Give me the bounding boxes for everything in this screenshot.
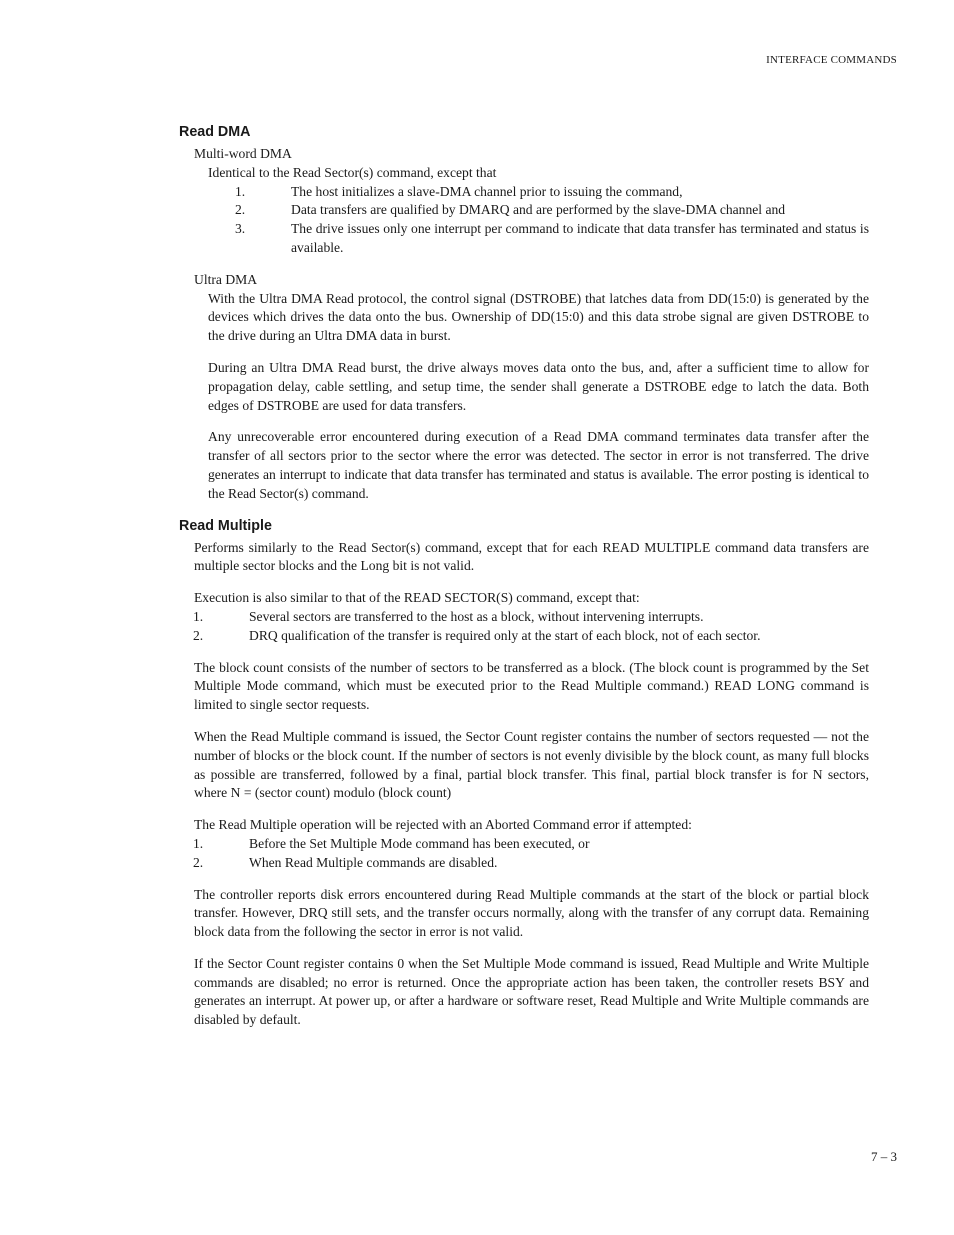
list-text: When Read Multiple commands are disabled. <box>249 854 498 870</box>
subheading-ultra-dma: Ultra DMA <box>194 271 258 287</box>
list-item <box>179 183 869 202</box>
ultra-paragraph: With the Ultra DMA Read protocol, the control signal (DSTROBE) that latches data from DD(15:0) is generated by the devices which drives the data onto the bus. Ownership of DD(15:0) and this data strobe signal are given DSTROBE to the drive during an Ultra DMA data in burst. <box>208 290 869 344</box>
page-content <box>179 123 869 1030</box>
body-paragraph: The controller reports disk errors encountered during Read Multiple commands at the start of the block or partial block transfer. However, DRQ still sets, and the transfer occurs normally, along with the transfer of any corrupt data. Remaining block data from the following the sector in error is not valid. <box>194 886 869 940</box>
multiword-intro: Identical to the Read Sector(s) command, except that <box>208 164 497 180</box>
body-paragraph: The Read Multiple operation will be rejected with an Aborted Command error if attempted: <box>194 817 692 833</box>
list-text: Before the Set Multiple Mode command has been executed, or <box>249 835 590 851</box>
multiword-list <box>179 183 869 258</box>
list-item <box>179 201 869 220</box>
list-number: 1. <box>193 835 204 851</box>
list-number: 2. <box>235 202 246 218</box>
list-item <box>179 608 869 627</box>
body-paragraph: When the Read Multiple command is issued, the Sector Count register contains the number of sectors requested — not the number of blocks or the block count. If the number of sectors is not evenly divisible by the block count, as many full blocks as possible are transferred, followed by a final, partial block transfer. This final, partial block transfer is for N sectors, where N = (sector count) modulo (block count) <box>194 728 869 801</box>
rejection-list <box>179 835 869 873</box>
page-number: 7 – 3 <box>871 1149 897 1164</box>
section-heading-read-multiple: Read Multiple <box>179 517 272 534</box>
body-paragraph: The block count consists of the number of sectors to be transferred as a block. (The block count is programmed by the Set Multiple Mode command, which must be executed prior to the Read Multiple command.) READ LONG command is limited to single sector requests. <box>194 659 869 713</box>
ultra-paragraph: During an Ultra DMA Read burst, the drive always moves data onto the bus, and, after a sufficient time to allow for propagation delay, cable settling, and setup time, the sender shall generate a DSTROBE edge to latch the data. Both edges of DSTROBE are used for data transfers. <box>208 359 869 413</box>
list-text: DRQ qualification of the transfer is required only at the start of each block, not of each sector. <box>249 627 761 643</box>
list-text: Data transfers are qualified by DMARQ and are performed by the slave-DMA channel and <box>291 202 786 218</box>
list-number: 1. <box>235 183 246 199</box>
list-item <box>179 627 869 646</box>
list-number: 1. <box>193 608 204 624</box>
execution-list <box>179 608 869 646</box>
list-item <box>179 835 869 854</box>
ultra-paragraph: Any unrecoverable error encountered during execution of a Read DMA command terminates data transfer after the transfer of all sectors prior to the sector where the error was detected. The sector in error is not transferred. The drive generates an interrupt to indicate that data transfer has terminated and status is available. The error posting is identical to the Read Sector(s) command. <box>208 429 869 501</box>
subheading-multiword-dma: Multi-word DMA <box>194 146 292 161</box>
body-paragraph: Execution is also similar to that of the READ SECTOR(S) command, except that: <box>194 590 640 606</box>
list-number: 2. <box>193 854 204 870</box>
body-paragraph: If the Sector Count register contains 0 when the Set Multiple Mode command is issued, Read Multiple and Write Multiple commands are disabled; no error is returned. Once the appropriate action has been taken, the controller resets BSY and generates an interrupt. At power up, or after a hardware or software reset, Read Multiple and Write Multiple commands are disabled by default. <box>194 955 869 1028</box>
list-text: The drive issues only one interrupt per command to indicate that data transfer has terminated and status is available. <box>291 221 869 255</box>
list-item <box>179 854 869 873</box>
body-paragraph: Performs similarly to the Read Sector(s) command, except that for each READ MULTIPLE command data transfers are multiple sector blocks and the Long bit is not valid. <box>194 539 869 574</box>
list-text: The host initializes a slave-DMA channel prior to issuing the command, <box>291 183 683 199</box>
section-heading-read-dma: Read DMA <box>179 124 251 140</box>
running-head: INTERFACE COMMANDS <box>766 54 897 66</box>
list-item <box>179 220 869 258</box>
list-text: Several sectors are transferred to the host as a block, without intervening interrupts. <box>249 608 704 624</box>
list-number: 2. <box>193 627 204 643</box>
list-number: 3. <box>235 221 246 237</box>
